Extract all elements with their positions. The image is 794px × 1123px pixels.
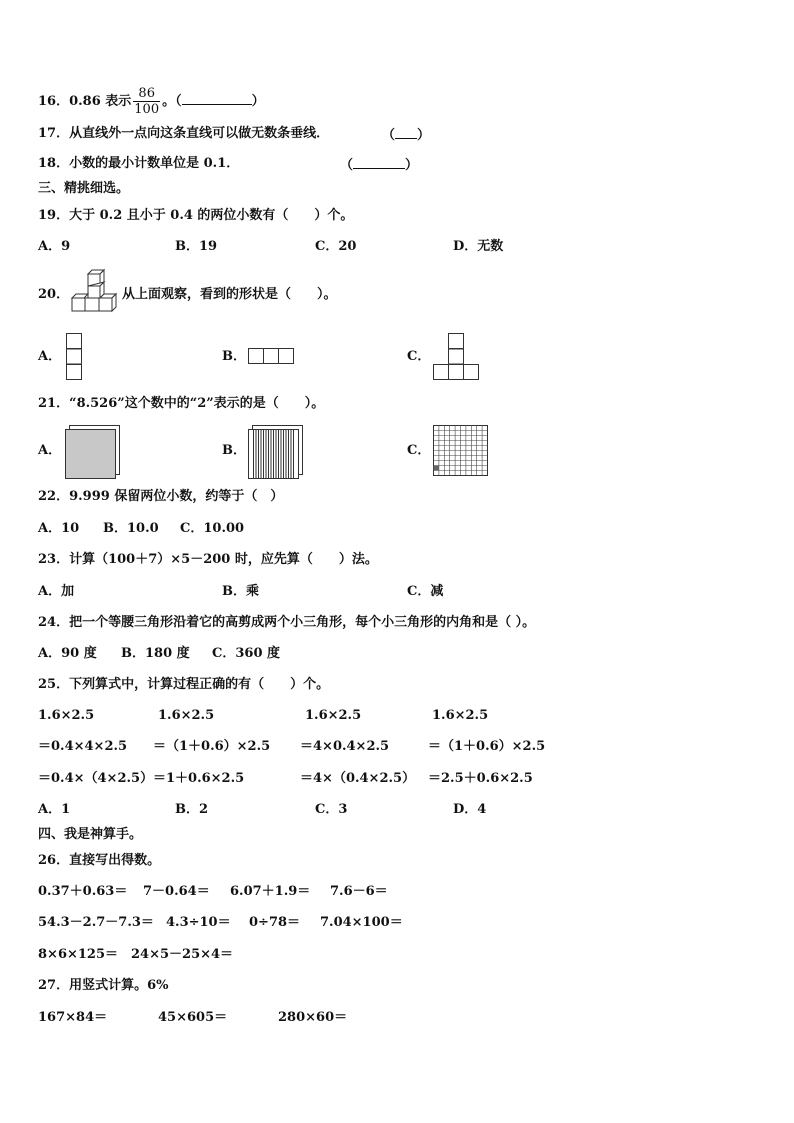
section-4-heading: 四、我是神算手。 (38, 827, 143, 842)
q24-option-b[interactable]: B．180 度 (121, 646, 190, 661)
q23-option-a[interactable]: A．加 (38, 584, 75, 599)
q22-option-a[interactable]: A．10 (38, 521, 80, 536)
q26-item-4: 7.6－6＝ (330, 884, 388, 899)
q17-text: 17．从直线外一点向这条直线可以做无数条垂线． (38, 126, 330, 141)
q25-expr-2-line-2: ＝（1＋0.6）×2.5 (153, 739, 271, 754)
q26-item-6: 4.3÷10＝ (166, 915, 231, 930)
q18-open: （ (340, 158, 354, 173)
q20-option-c[interactable]: C． (407, 349, 431, 364)
q21-option-c[interactable]: C． (407, 443, 431, 458)
question-21-stem: 21．“8.526”这个数中的“2”表示的是（ ）。 (38, 396, 325, 411)
q25-expr-4-line-1: 1.6×2.5 (432, 708, 489, 723)
q22-option-b[interactable]: B．10.0 (103, 521, 159, 536)
q16-answer-blank[interactable] (182, 92, 252, 105)
q20-option-c-shape (433, 333, 480, 381)
q25-expr-1-line-1: 1.6×2.5 (38, 708, 95, 723)
question-17 (38, 126, 329, 142)
q19-option-b[interactable]: B．19 (175, 239, 218, 254)
q18-answer (340, 156, 418, 174)
q18-close: ） (405, 158, 419, 173)
q20-option-b[interactable]: B． (222, 349, 246, 364)
question-26-stem: 26．直接写出得数。 (38, 853, 161, 868)
q16-prefix: 16．0.86 表示 (38, 94, 132, 109)
question-20-number: 20． (38, 287, 70, 302)
question-23-stem: 23．计算（100＋7）×5－200 时，应先算（ ）法。 (38, 552, 378, 567)
q17-answer-blank[interactable] (395, 126, 417, 139)
q24-option-a[interactable]: A．90 度 (38, 646, 97, 661)
cube-stack-figure (66, 270, 122, 324)
q23-option-c[interactable]: C．减 (407, 584, 444, 599)
q17-open: （ (382, 128, 396, 143)
q25-expr-2-line-1: 1.6×2.5 (158, 708, 215, 723)
question-25-stem: 25．下列算式中，计算过程正确的有（ ）个。 (38, 677, 330, 692)
question-27-stem: 27．用竖式计算。6% (38, 978, 169, 993)
q22-option-c[interactable]: C．10.00 (180, 521, 245, 536)
fraction-86-100 (133, 86, 160, 117)
q25-expr-3-line-2: ＝4×0.4×2.5 (300, 739, 390, 754)
q21-option-a[interactable]: A． (38, 443, 62, 458)
q23-option-b[interactable]: B．乘 (222, 584, 259, 599)
q26-item-1: 0.37＋0.63＝ (38, 884, 128, 899)
q26-item-8: 7.04×100＝ (320, 915, 403, 930)
fraction-numerator: 86 (133, 86, 160, 102)
q25-expr-3-line-3: ＝4×（0.4×2.5） (300, 771, 416, 786)
q18-answer-blank[interactable] (353, 156, 405, 169)
q19-option-d[interactable]: D．无数 (453, 239, 504, 254)
q25-expr-2-line-3: ＝1＋0.6×2.5 (153, 771, 245, 786)
q19-option-a[interactable]: A．9 (38, 239, 71, 254)
q26-item-3: 6.07＋1.9＝ (230, 884, 311, 899)
question-20-stem: 从上面观察，看到的形状是（ ）。 (122, 287, 337, 302)
q24-option-c[interactable]: C．360 度 (212, 646, 281, 661)
q16-suffix: 。（ (162, 94, 182, 109)
q26-item-2: 7－0.64＝ (143, 884, 210, 899)
q21-option-a-square (65, 425, 121, 479)
q21-option-b-strips (248, 425, 304, 479)
q25-expr-3-line-1: 1.6×2.5 (305, 708, 362, 723)
fraction-denominator: 100 (134, 102, 160, 117)
q26-item-5: 54.3－2.7－7.3＝ (38, 915, 154, 930)
q27-item-2: 45×605＝ (158, 1010, 228, 1025)
q20-option-b-shape (248, 348, 295, 364)
q26-item-7: 0÷78＝ (249, 915, 301, 930)
q25-option-a[interactable]: A．1 (38, 802, 71, 817)
q26-item-10: 24×5－25×4＝ (131, 947, 234, 962)
q25-expr-1-line-3: ＝0.4×（4×2.5） (38, 771, 154, 786)
q20-option-a[interactable]: A． (38, 349, 62, 364)
q16-close: ） (251, 94, 265, 109)
q25-expr-4-line-2: ＝（1＋0.6）×2.5 (428, 739, 546, 754)
q17-answer (382, 126, 430, 144)
q25-option-c[interactable]: C．3 (315, 802, 348, 817)
q18-text: 18．小数的最小计数单位是 0.1． (38, 156, 240, 171)
q20-option-a-shape (66, 333, 82, 381)
q27-item-3: 280×60＝ (278, 1010, 348, 1025)
q26-item-9: 8×6×125＝ (38, 947, 119, 962)
question-18 (38, 156, 239, 172)
q17-close: ） (417, 128, 431, 143)
q21-option-b[interactable]: B． (222, 443, 246, 458)
q21-option-c-grid (433, 425, 489, 477)
question-22-stem: 22．9.999 保留两位小数，约等于（ ） (38, 489, 284, 504)
question-24-stem: 24．把一个等腰三角形沿着它的高剪成两个小三角形，每个小三角形的内角和是（ ）。 (38, 615, 536, 630)
question-19-stem: 19．大于 0.2 且小于 0.4 的两位小数有（ ）个。 (38, 208, 354, 223)
q25-expr-4-line-3: ＝2.5＋0.6×2.5 (428, 771, 533, 786)
question-16 (38, 86, 265, 117)
q25-option-b[interactable]: B．2 (175, 802, 209, 817)
q25-expr-1-line-2: ＝0.4×4×2.5 (38, 739, 128, 754)
q19-option-c[interactable]: C．20 (315, 239, 357, 254)
q25-option-d[interactable]: D．4 (453, 802, 487, 817)
section-3-heading: 三、精挑细选。 (38, 181, 130, 196)
q27-item-1: 167×84＝ (38, 1010, 108, 1025)
